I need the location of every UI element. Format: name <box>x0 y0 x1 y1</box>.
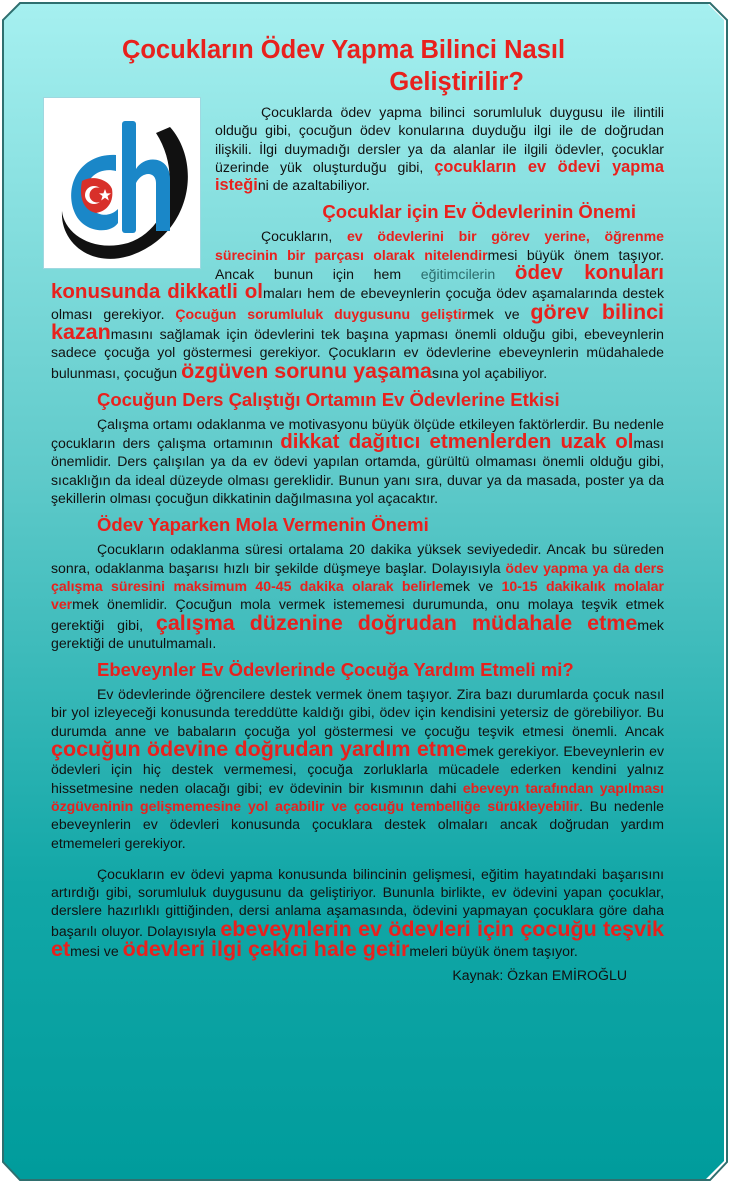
highlight: ödevleri ilgi çekici hale getir <box>122 936 410 961</box>
highlight: ödev konuları konusunda dikkatli ol <box>51 261 665 304</box>
highlight: ebeveynlerin ev ödevleri için çocuğu teşvik et <box>51 916 665 961</box>
environment-paragraph: Çalışma ortamı odaklanma ve motivasyonu büyük ölçüde etkileyen faktörlerdir. Bu nedenle çocukların ders çalışma ortamının dikkat dağıtıcı etmenlerden uzak olması önemlidir. Ders çalışılan ya da ev ödevi yapılan ortamda, gürültü olmaması önemli olduğu gibi, sıcaklığın da ideal düzeyde olması gereklidir. Bunun yanı sıra, duvar ya da masada, poster ya da şekillerin olması çocuğun dikkatinin dağılmasına yol açacaktır. <box>51 415 664 507</box>
section-heading-importance: Çocuklar için Ev Ödevlerinin Önemi <box>322 201 636 223</box>
article <box>51 34 664 985</box>
section-heading-breaks: Ödev Yaparken Mola Vermenin Önemi <box>97 514 429 536</box>
highlight: ödev yapma ya da ders çalışma süresini maksimum 40-45 dakika olarak belirle <box>51 559 664 594</box>
dh-logo-icon <box>52 103 192 263</box>
highlight: ev ödevlerini bir görev yerine, öğrenme sürecinin bir parçası olarak nitelendir <box>215 228 664 263</box>
title-line-1: Çocukların Ödev Yapma Bilinci Nasıl <box>121 36 566 64</box>
highlight: özgüven sorunu yaşama <box>181 358 432 383</box>
highlight: 10-15 dakikalık molalar ver <box>51 577 664 613</box>
highlight: çocuğun ödevine doğrudan yardım etme <box>51 737 468 762</box>
page-title <box>51 34 664 98</box>
highlight: çalışma düzenine doğrudan müdahale etme <box>155 610 638 635</box>
highlight: çocukların ev ödevi yapma isteği <box>215 157 665 195</box>
breaks-paragraph: Çocukların odaklanma süresi ortalama 20 dakika yüksek seviyededir. Ancak bu süreden sonra, odaklanma başarısı hızlı bir şekilde düşmeye başlar. Dolayısıyla ödev yapma ya da ders çalışma süresini maksimum 40-45 dakika olarak belirlemek ve 10-15 dakikalık molalar vermek önemlidir. Çocuğun mola vermek istememesi durumunda, onu molaya teşvik etmek gerektiği gibi, çalışma düzenine doğrudan müdahale etmemek gerektiği de unutulmamalı. <box>51 541 664 651</box>
importance-paragraph: Çocukların, ev ödevlerini bir görev yerine, öğrenme sürecinin bir parçası olarak nitelendirmesi büyük önem taşıyor. Ancak bunun için hem eğitimcilerin ödev konuları konusunda dikkatli olmaları hem de ebeveynlerin çocuğa ödev aşamalarında destek olması gerekiyor. Çocuğun sorumluluk duygusunu geliştirmek ve görev bilinci kazanmasını sağlamak için ödevlerini tek başına yapması önemli olduğu gibi, ebeveynlerin sadece çocuğa yol göstermesi gerekiyor. Çocukların ev ödevlerine ebeveynlerin müdahalede bulunması, çocuğun özgüven sorunu yaşamasına yol açabiliyor. <box>51 228 665 383</box>
parents-paragraph: Ev ödevlerinde öğrencilere destek vermek önem taşıyor. Zira bazı durumlarda çocuk nasıl bir yol izleyeceği konusunda tereddütte kaldığı gibi, ödev için kendisini yetersiz de görebiliyor. Bu durumda anne ve babaların çocuğa yol göstermesi ve çocuğu teşvik etmesi önemli. Ancak çocuğun ödevine doğrudan yardım etmemek gerekiyor. Ebeveynlerin ev ödevleri için hiç destek vermemesi, çocuğa zorluklarla mücadele ederken kendini yalnız hissetmesine neden olacağı gibi; ev ödevinin bir kısmının dahi ebeveyn tarafından yapılması özgüveninin gelişmemesine yol açabilir ve çocuğu tembelliğe sürükleyebilir. Bu nedenle ebeveynlerin ev ödevleri konusunda çocuklara destek olmaları ancak doğrudan yardım etmemeleri gerekiyor. <box>51 686 664 851</box>
section-heading-environment: Çocuğun Ders Çalıştığı Ortamın Ev Ödevlerine Etkisi <box>97 388 560 410</box>
highlight: ebeveyn tarafından yapılması özgüveninin gelişmemesine yol açabilir ve çocuğu tembelliğe sürükleyebilir <box>51 779 664 814</box>
highlight: dikkat dağıtıcı etmenlerden uzak ol <box>280 430 634 454</box>
section-heading-parents: Ebeveynler Ev Ödevlerinde Çocuğa Yardım Etmeli mi? <box>97 659 574 681</box>
intro-paragraph: Çocuklarda ödev yapma bilinci sorumluluk duygusu ile ilintili olduğu gibi, çocuğun ödev konularına duyduğu ilgi ile de doğrudan ilişkili. İlgi duymadığı dersler ya da alanlar ile ilgili ödevler, çocuklar üzerinde yük oluşturduğu gibi, çocukların ev ödevi yapma isteğini de azaltabiliyor. <box>215 104 665 195</box>
highlight: görev bilinci kazan <box>51 299 665 344</box>
source-credit: Kaynak: Özkan EMİROĞLU <box>452 967 627 984</box>
conclusion-paragraph: Çocukların ev ödevi yapma konusunda bilincinin gelişmesi, eğitim hayatındaki başarısını artırdığı gibi, sorumluluk duygusunu da geliştiriyor. Bununla birlikte, ev ödevini yapan çocuklar, derslere hazırlıklı gittiğinden, dersi anlama aşamasında, ödevini yapmayan çocuklara göre daha başarılı oluyor. Dolayısıyla ebeveynlerin ev ödevleri için çocuğu teşvik etmesi ve ödevleri ilgi çekici hale getirmeleri büyük önem taşıyor. <box>51 865 665 961</box>
title-line-2: Geliştirilir? <box>389 68 524 96</box>
educators-link[interactable]: eğitimcilerin <box>420 266 496 283</box>
highlight: Çocuğun sorumluluk duygusunu geliştir <box>175 305 468 322</box>
logo <box>43 97 201 269</box>
